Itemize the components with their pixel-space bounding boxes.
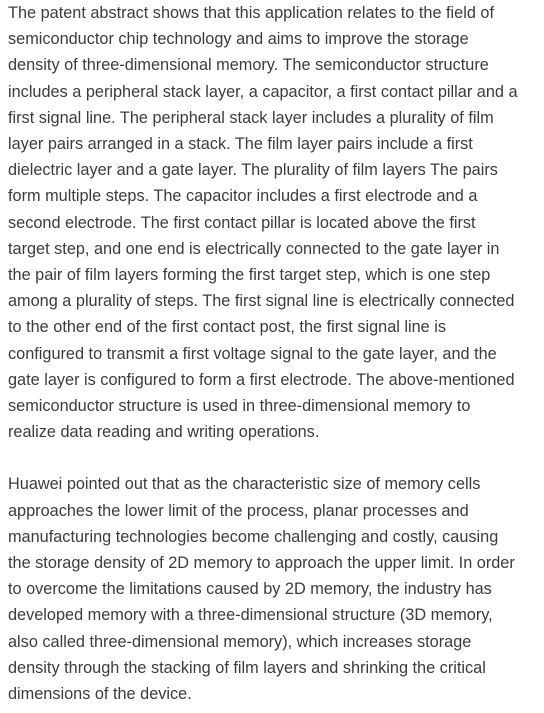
text-line: density through the stacking of film layers and shrinking the critical: [8, 658, 486, 677]
text-line: dimensions of the device.: [8, 685, 192, 704]
text-line: semiconductor structure is used in three-dimensional memory to: [8, 397, 471, 416]
text-line: the pair of film layers forming the first target step, which is one step: [8, 266, 491, 285]
text-line: second electrode. The first contact pillar is located above the first: [8, 213, 476, 232]
text-line: the storage density of 2D memory to approach the upper limit. In order: [8, 554, 515, 573]
text-line: developed memory with a three-dimensional structure (3D memory,: [8, 606, 493, 625]
text-line: configured to transmit a first voltage signal to the gate layer, and the: [8, 344, 497, 363]
text-line: Huawei pointed out that as the characteristic size of memory cells: [8, 475, 481, 494]
text-line: also called three-dimensional memory), which increases storage: [8, 632, 472, 651]
text-line: target step, and one end is electrically connected to the gate layer in: [8, 239, 500, 258]
text-line: gate layer is configured to form a first electrode. The above-mentioned: [8, 370, 515, 389]
text-line: among a plurality of steps. The first signal line is electrically connected: [8, 292, 515, 311]
text-line: manufacturing technologies become challenging and costly, causing: [8, 527, 499, 546]
text-line: dielectric layer and a gate layer. The plurality of film layers The pairs: [8, 161, 498, 180]
text-line: semiconductor chip technology and aims to improve the storage: [8, 30, 469, 49]
text-line: density of three-dimensional memory. The semiconductor structure: [8, 56, 489, 75]
text-line: to overcome the limitations caused by 2D memory, the industry has: [8, 580, 492, 599]
text-line: approaches the lower limit of the process, planar processes and: [8, 501, 469, 520]
text-line: form multiple steps. The capacitor includes a first electrode and a: [8, 187, 478, 206]
text-line: layer pairs arranged in a stack. The film layer pairs include a first: [8, 135, 473, 154]
text-line: first signal line. The peripheral stack layer includes a plurality of film: [8, 108, 494, 127]
text-line: to the other end of the first contact post, the first signal line is: [8, 318, 447, 337]
paragraph-patent-abstract: [8, 0, 538, 445]
paragraph-huawei-commentary: [8, 471, 538, 707]
text-line: realize data reading and writing operations.: [8, 423, 320, 442]
text-line: The patent abstract shows that this application relates to the field of: [8, 4, 495, 22]
text-line: includes a peripheral stack layer, a capacitor, a first contact pillar and a: [8, 82, 518, 101]
